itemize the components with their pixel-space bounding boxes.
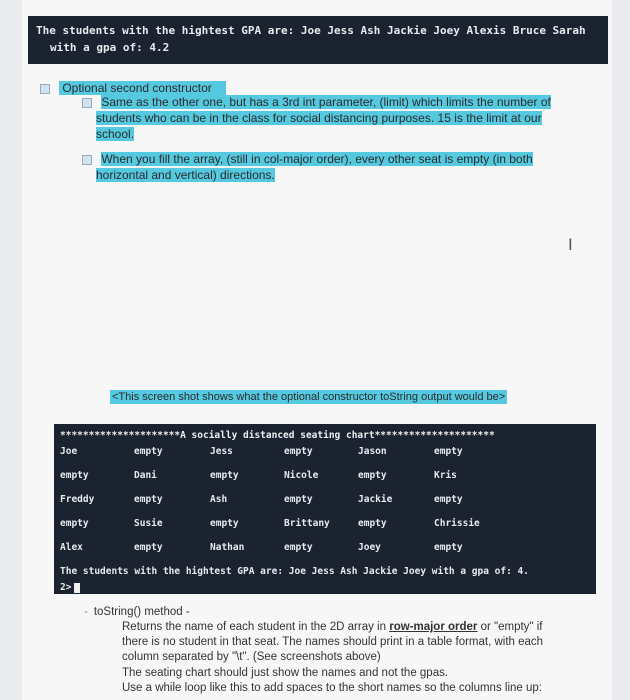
- seat-cell: Jason: [358, 446, 387, 457]
- seat-cell: empty: [134, 446, 163, 457]
- tostring-desc-2: there is no student in that seat. The names should print in a table format, with each: [122, 636, 544, 648]
- output-line: with a gpa of: 4.2: [50, 41, 170, 54]
- bullet-icon: [40, 84, 50, 94]
- outline-sub1-cont2: [96, 126, 134, 142]
- outline-text[interactable]: students who can be in the class for social distancing purposes. 15 is the limit at our: [96, 111, 542, 125]
- seat-cell: empty: [210, 518, 239, 529]
- outline-heading[interactable]: Optional second constructor: [59, 81, 225, 95]
- tostring-desc-3: column separated by "\t". (See screenshots above): [122, 651, 381, 663]
- list-marker-icon: -: [84, 606, 88, 618]
- seat-cell: Ash: [210, 494, 228, 505]
- tostring-desc-4: The seating chart should just show the names and not the gpas.: [122, 667, 449, 679]
- text-cursor-icon: I: [568, 235, 573, 254]
- seat-cell: empty: [60, 518, 89, 529]
- seat-cell: Brittany: [284, 518, 330, 529]
- seat-cell: Dani: [134, 470, 157, 481]
- bullet-icon: [82, 155, 92, 165]
- outline-sub2: [82, 151, 533, 167]
- seat-cell: empty: [284, 446, 313, 457]
- tostring-desc-5: Use a while loop like this to add spaces to the short names so the columns line up:: [122, 682, 542, 694]
- prompt: 2>: [60, 582, 72, 593]
- tostring-heading-row: [84, 605, 190, 619]
- seat-cell: Nicole: [284, 470, 319, 481]
- console-output-top: [28, 16, 608, 64]
- seat-cell: empty: [358, 470, 387, 481]
- chart-title: *********************A socially distanced seating chart*********************: [60, 430, 495, 441]
- desc-bold: row-major order: [389, 621, 478, 633]
- seat-cell: Susie: [134, 518, 163, 529]
- seat-cell: empty: [284, 494, 313, 505]
- seat-cell: empty: [60, 470, 89, 481]
- outline-text[interactable]: When you fill the array, (still in col-major order), every other seat is empty (in both: [101, 152, 533, 166]
- screenshot-caption[interactable]: <This screen shot shows what the optional constructor toString output would be>: [112, 391, 506, 403]
- outline-text[interactable]: Same as the other one, but has a 3rd int parameter, (limit) which limits the number of: [101, 95, 551, 109]
- prompt-row: [60, 582, 80, 593]
- terminal-caret-icon: [74, 583, 80, 593]
- seating-chart-console: [54, 424, 596, 594]
- outline-sub1-cont: [96, 110, 542, 126]
- bullet-icon: [82, 98, 92, 108]
- seat-cell: empty: [434, 446, 463, 457]
- result-line: The students with the hightest GPA are: Joe Jess Ash Jackie Joey with a gpa of: 4.: [60, 566, 529, 577]
- seat-cell: Jess: [210, 446, 233, 457]
- tostring-desc-1: [122, 620, 542, 634]
- seat-cell: Chrissie: [434, 518, 480, 529]
- seat-cell: Joey: [358, 542, 381, 553]
- outline-sub2-cont: [96, 167, 275, 183]
- outline-sub1: [82, 94, 551, 110]
- desc-text: Returns the name of each student in the 2D array in: [122, 621, 390, 633]
- seat-cell: empty: [434, 494, 463, 505]
- seat-cell: Freddy: [60, 494, 95, 505]
- seat-cell: empty: [210, 470, 239, 481]
- seat-cell: Kris: [434, 470, 457, 481]
- seat-cell: empty: [284, 542, 313, 553]
- desc-text: or "empty" if: [477, 621, 543, 633]
- seat-cell: Joe: [60, 446, 78, 457]
- seat-cell: Alex: [60, 542, 83, 553]
- outline-text[interactable]: horizontal and vertical) directions.: [96, 168, 275, 182]
- seat-cell: empty: [134, 494, 163, 505]
- seat-cell: Jackie: [358, 494, 393, 505]
- seat-cell: Nathan: [210, 542, 245, 553]
- seat-cell: empty: [358, 518, 387, 529]
- tostring-heading: toString() method -: [93, 606, 190, 618]
- seat-cell: empty: [134, 542, 163, 553]
- output-line: The students with the hightest GPA are: Joe Jess Ash Jackie Joey Alexis Bruce Sarah: [36, 24, 586, 37]
- outline-text[interactable]: school.: [96, 127, 135, 141]
- seat-cell: empty: [434, 542, 463, 553]
